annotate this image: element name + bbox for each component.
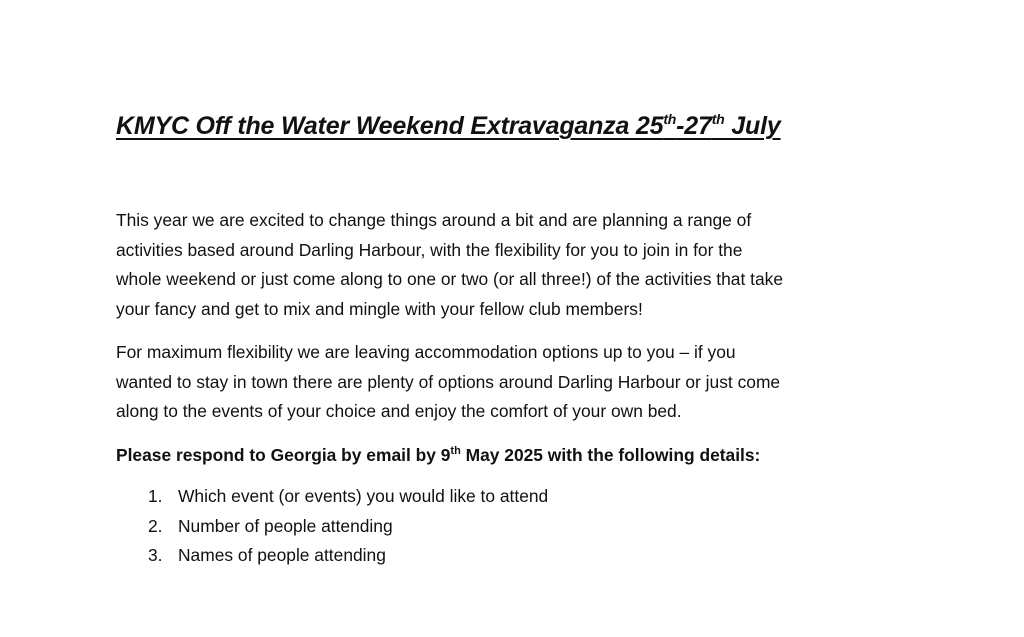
paragraph-line: activities based around Darling Harbour, with the flexibility for you to join in for the	[116, 239, 743, 260]
title-text-start: KMYC Off the Water Weekend Extravaganza 25	[116, 112, 664, 140]
intro-paragraph	[116, 206, 906, 324]
respond-ordinal-suffix: th	[450, 444, 461, 457]
list-item-text: Number of people attending	[178, 515, 393, 536]
list-item-text: Names of people attending	[178, 545, 386, 565]
details-list	[116, 482, 906, 571]
title-ordinal-suffix-start: th	[663, 111, 677, 127]
list-item-number: 3.	[148, 545, 163, 565]
title-ordinal-suffix-end: th	[711, 111, 725, 127]
list-item	[116, 541, 906, 571]
list-item	[116, 512, 906, 542]
respond-text-end: May 2025 with the following details:	[460, 444, 761, 465]
respond-text-start: Please respond to Georgia by email by 9	[116, 444, 451, 465]
respond-instruction	[116, 441, 906, 471]
document-body	[116, 206, 906, 571]
paragraph-line: For maximum flexibility we are leaving accommodation options up to you – if you	[116, 342, 736, 362]
accommodation-paragraph	[116, 338, 906, 427]
paragraph-line: This year we are excited to change things around a bit and are planning a range of	[116, 210, 752, 230]
paragraph-line: your fancy and get to mix and mingle with your fellow club members!	[116, 298, 643, 319]
list-item-number: 2.	[148, 515, 163, 536]
paragraph-line: along to the events of your choice and enjoy the comfort of your own bed.	[116, 401, 682, 421]
list-item	[116, 482, 906, 512]
paragraph-line: whole weekend or just come along to one or two (or all three!) of the activities that take	[116, 269, 783, 289]
title-text-middle: -27	[676, 112, 712, 140]
page-title	[116, 112, 781, 141]
list-item-text: Which event (or events) you would like to attend	[178, 486, 549, 506]
title-text-end: July	[724, 112, 781, 140]
list-item-number: 1.	[148, 486, 163, 506]
paragraph-line: wanted to stay in town there are plenty of options around Darling Harbour or just come	[116, 371, 781, 392]
